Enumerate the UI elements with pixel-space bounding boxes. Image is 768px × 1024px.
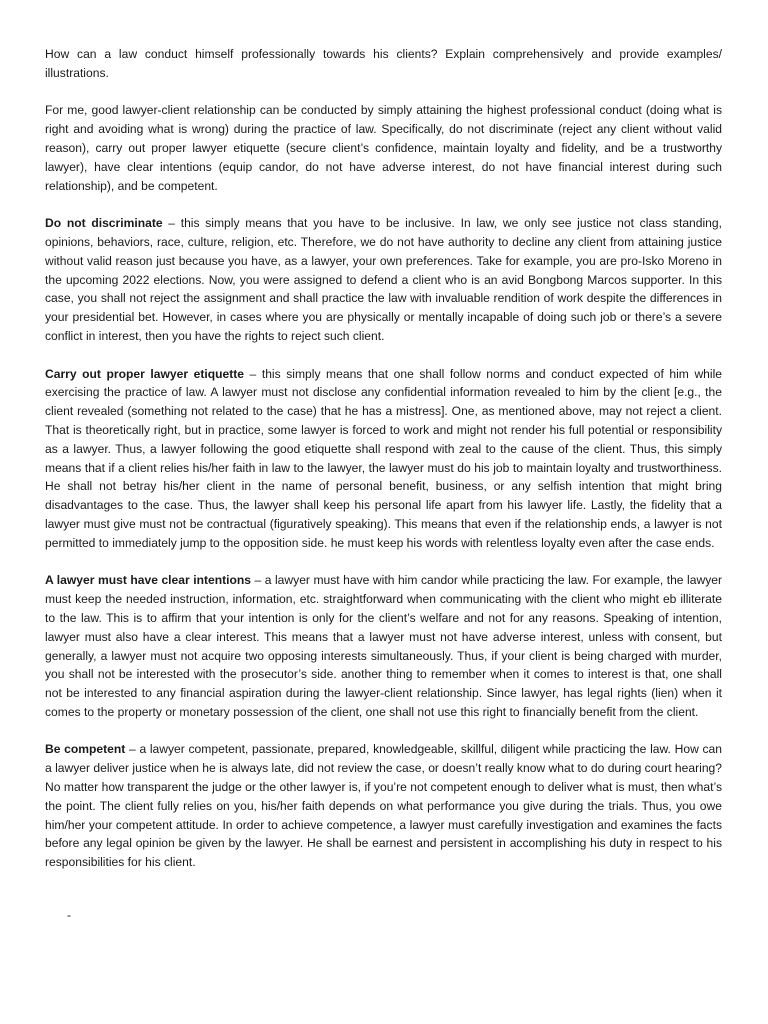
trailing-mark: -	[67, 908, 71, 922]
section-body: – a lawyer competent, passionate, prepared, knowledgeable, skillful, diligent while practicing the law. How can a lawyer deliver justice when he is always late, did not review the case, or doesn’t really know what to do during court hearing? No matter how transparent the judge or the other lawyer is, if you’re not competent enough to deliver what is must, then what’s the point. The client fully relies on you, his/her faith depends on what performance you give during the trials. Thus, you owe him/her your competent attitude. In order to achieve competence, a lawyer must carefully investigation and examines the facts before any legal opinion be given by the lawyer. He shall be earnest and persistent in accomplishing his duty in respect to his responsibilities for his client.	[45, 742, 723, 870]
section-heading: A lawyer must have clear intentions	[45, 573, 251, 588]
section-heading: Be competent	[45, 742, 126, 757]
section-etiquette	[45, 365, 722, 553]
section-body: – a lawyer must have with him candor while practicing the law. For example, the lawyer must keep the needed instruction, information, etc. straightforward when communicating with the client who might eb illiterate to the law. This is to affirm that your intention is only for the client’s welfare and not for any reasons. Speaking of intention, lawyer must also have a clear interest. This means that a lawyer must not have adverse interest, unless with consent, but generally, a lawyer must not acquire two opposing interests simultaneously. Thus, if your client is being charged with murder, you shall not be interested with the prosecutor’s side. another thing to remember when it comes to interest is that, one shall not be interested to any financial aspiration during the lawyer-client relationship. Since lawyer, has legal rights (lien) when it comes to the property or monetary possession of the client, one shall not use this right to financially benefit from the client.	[45, 573, 722, 719]
section-body: – this simply means that one shall follow norms and conduct expected of him while exercising the practice of law. A lawyer must not disclose any confidential information revealed to him by the client [e.g., the client revealed (something not related to the case) that he has a mistress]. One, as mentioned above, may not reject a client. That is theoretically right, but in practice, some lawyer is forced to work and might not render his full potential or responsibility as a lawyer. Thus, a lawyer following the good etiquette shall respond with zeal to the cause of the client. Thus, this simply means that if a client relies his/her faith in law to the lawyer, the lawyer must do his job to maintain loyalty and trustworthiness. He shall not betray his/her client in the name of personal benefit, business, or any selfish intention that might bring disadvantages to the case. Thus, the lawyer shall keep his personal life apart from his lawyer life. Lastly, the fidelity that a lawyer must give must not be contractual (figuratively speaking). This means that even if the relationship ends, a lawyer is not permitted to immediately jump to the opposition side. he must keep his words with relentless loyalty even after the case ends.	[45, 366, 723, 550]
section-heading: Carry out proper lawyer etiquette	[45, 366, 244, 381]
intro-paragraph: For me, good lawyer-client relationship can be conducted by simply attaining the highest professional conduct (doing what is right and avoiding what is wrong) during the practice of law. Specifically, do not discriminate (reject any client without valid reason), carry out proper lawyer etiquette (secure client’s confidence, maintain loyalty and fidelity, and be a trustworthy lawyer), have clear intentions (equip candor, do not have adverse interest, do not have financial interest during such relationship), and be competent.	[45, 103, 722, 193]
section-intentions	[45, 571, 722, 721]
document-page	[45, 45, 722, 891]
section-discriminate	[45, 214, 722, 346]
section-competent	[45, 740, 722, 872]
section-heading: Do not discriminate	[45, 216, 163, 231]
section-body: – this simply means that you have to be inclusive. In law, we only see justice not class standing, opinions, behaviors, race, culture, religion, etc. Therefore, we do not have authority to decline any client from attaining justice without valid reason just because you have, as a lawyer, your own preferences. Take for example, you are pro-Isko Moreno in the upcoming 2022 elections. Now, you were assigned to defend a client who is an avid Bongbong Marcos supporter. In this case, you shall not reject the assignment and shall practice the law with invaluable rendition of work despite the differences in your presidential bet. However, in cases where you are physically or mentally incapable of doing such job or there’s a severe conflict in interest, then you have the rights to reject such client.	[45, 216, 722, 343]
question-paragraph: How can a law conduct himself professionally towards his clients? Explain comprehensively and provide examples/ illustrations.	[45, 47, 722, 80]
